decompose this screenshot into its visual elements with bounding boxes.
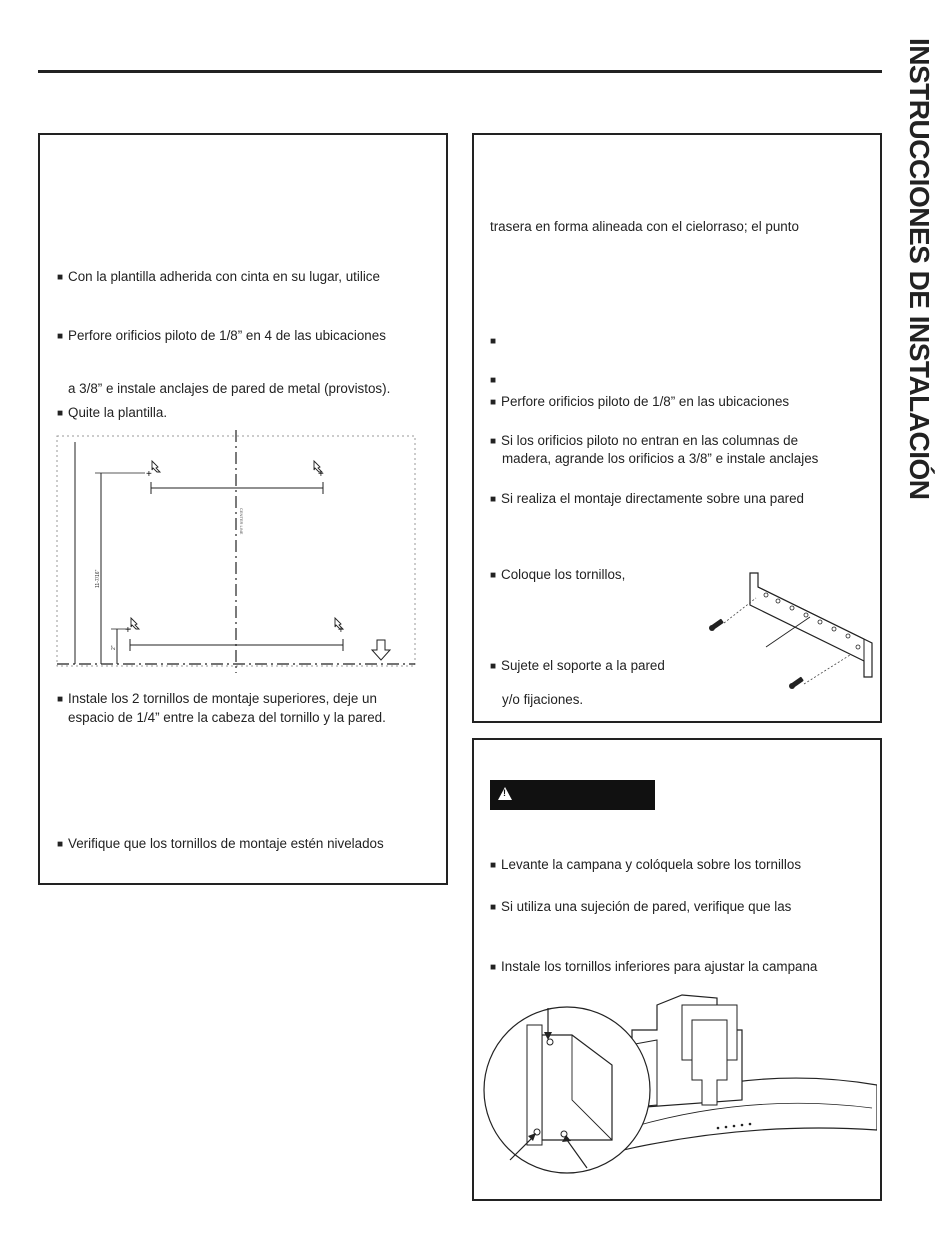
right-top-step-7-cont: y/o fijaciones. — [502, 692, 584, 707]
left-step-4-cont: espacio de 1/4” entre la cabeza del tornillo y la pared. — [68, 710, 386, 725]
left-step-1: ■ Con la plantilla adherida con cinta en su lugar, utilice — [57, 268, 380, 288]
down-arrow-icon — [372, 640, 390, 660]
right-top-step-5: ■ Si realiza el montaje directamente sobre una pared — [490, 490, 804, 510]
side-title — [893, 38, 939, 598]
screw-icon — [709, 619, 724, 631]
svg-text:+: + — [146, 469, 152, 480]
left-step-2-cont: a 3/8” e instale anclajes de pared de metal (provistos). — [68, 381, 391, 396]
left-step-2: ■ Perfore orificios piloto de 1/8” en 4 de las ubicaciones — [57, 327, 386, 347]
dim-vertical-label: 11-7/16" — [95, 569, 101, 588]
right-bottom-step-1: ■ Levante la campana y colóquela sobre los tornillos — [490, 856, 801, 876]
right-top-step-7: ■ Sujete el soporte a la pared — [490, 657, 665, 677]
warning-banner: ! — [490, 780, 655, 810]
left-step-4: ■ Instale los 2 tornillos de montaje superiores, deje un — [57, 690, 377, 710]
right-top-bullet-2: ■ — [490, 375, 497, 386]
right-top-line-1: trasera en forma alineada con el cielorraso; el punto — [490, 219, 799, 234]
svg-text:+: + — [318, 469, 324, 480]
svg-text:+: + — [125, 625, 131, 636]
center-line-label: CENTER LINE — [239, 508, 244, 535]
right-top-step-4-cont: madera, agrande los orificios a 3/8” e instale anclajes — [502, 451, 819, 466]
right-top-step-4: ■ Si los orificios piloto no entran en las columnas de — [490, 432, 798, 452]
left-step-3: ■ Quite la plantilla. — [57, 404, 167, 424]
dim-small-label: 2" — [111, 645, 117, 650]
template-diagram — [55, 428, 420, 678]
side-title-text: INSTRUCCIONES DE INSTALACIÓN — [904, 38, 935, 500]
right-top-bullet-1: ■ — [490, 336, 497, 347]
screw-icon — [789, 677, 804, 689]
right-top-step-6: ■ Coloque los tornillos, — [490, 566, 625, 586]
right-bottom-step-2: ■ Si utiliza una sujeción de pared, verifique que las — [490, 898, 791, 918]
right-bottom-step-3: ■ Instale los tornillos inferiores para ajustar la campana — [490, 958, 817, 978]
svg-text:+: + — [338, 625, 344, 636]
header-rule — [38, 70, 882, 73]
hood-illustration — [482, 990, 877, 1190]
left-step-5: ■ Verifique que los tornillos de montaje estén nivelados — [57, 835, 384, 855]
bracket-illustration — [700, 565, 880, 695]
right-top-step-3: ■ Perfore orificios piloto de 1/8” en las ubicaciones — [490, 393, 789, 413]
